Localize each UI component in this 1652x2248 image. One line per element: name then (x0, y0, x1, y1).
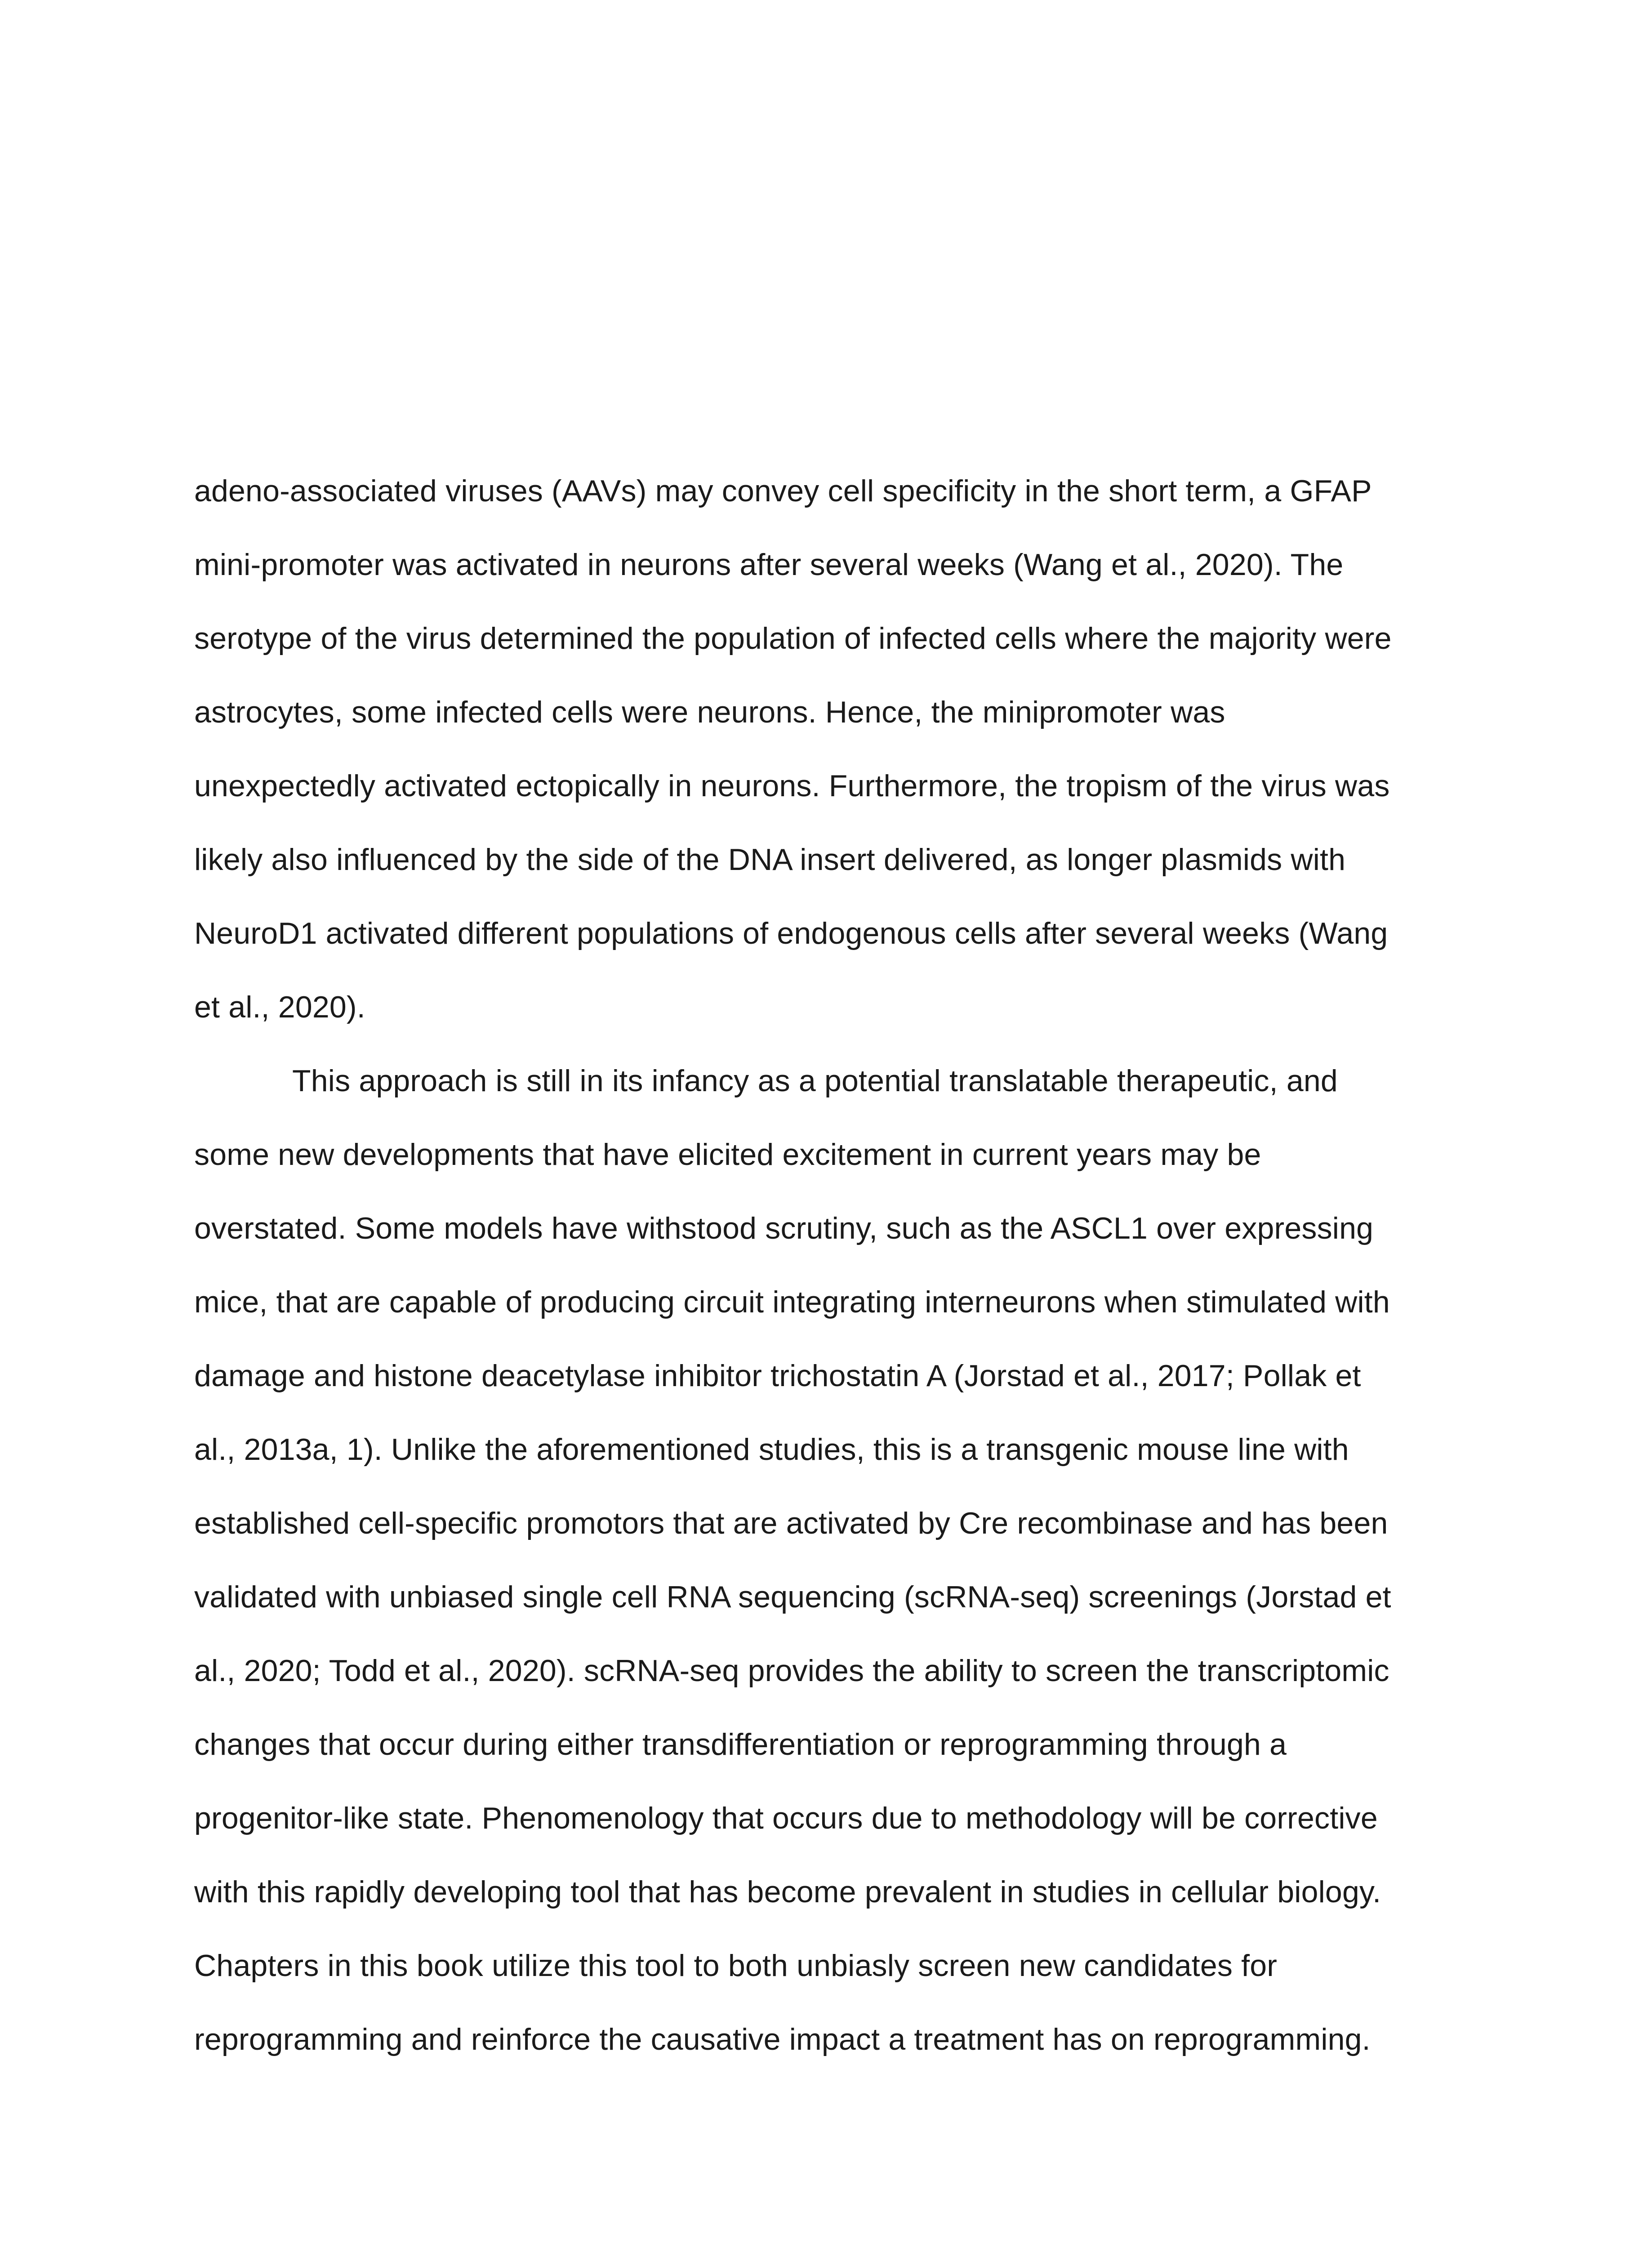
text-line: unexpectedly activated ectopically in neurons. Furthermore, the tropism of the virus was (194, 769, 1390, 803)
paragraph-1 (194, 454, 1466, 1044)
text-line: validated with unbiased single cell RNA sequencing (scRNA-seq) screenings (Jorstad et (194, 1580, 1391, 1614)
text-line: established cell-specific promotors that are activated by Cre recombinase and has been (194, 1506, 1388, 1540)
text-line: serotype of the virus determined the population of infected cells where the majority were (194, 621, 1392, 656)
text-line: mini-promoter was activated in neurons after several weeks (Wang et al., 2020). The (194, 548, 1344, 582)
text-line: al., 2013a, 1). Unlike the aforementioned studies, this is a transgenic mouse line with (194, 1432, 1349, 1467)
text-line: reprogramming and reinforce the causative impact a treatment has on reprogramming. (194, 2022, 1371, 2056)
text-line: damage and histone deacetylase inhibitor trichostatin A (Jorstad et al., 2017; Pollak et (194, 1359, 1361, 1393)
text-line: likely also influenced by the side of the DNA insert delivered, as longer plasmids with (194, 843, 1346, 877)
body-text (194, 454, 1466, 2076)
text-line: et al., 2020). (194, 990, 365, 1024)
text-line: with this rapidly developing tool that has become prevalent in studies in cellular biology. (194, 1875, 1381, 1909)
text-line: mice, that are capable of producing circuit integrating interneurons when stimulated with (194, 1285, 1390, 1319)
text-line: Chapters in this book utilize this tool to both unbiasly screen new candidates for (194, 1949, 1278, 1983)
text-line: adeno-associated viruses (AAVs) may convey cell specificity in the short term, a GFAP (194, 474, 1372, 508)
text-line: overstated. Some models have withstood scrutiny, such as the ASCL1 over expressing (194, 1211, 1374, 1245)
text-line: al., 2020; Todd et al., 2020). scRNA-seq provides the ability to screen the transcriptomic (194, 1654, 1389, 1688)
text-line: changes that occur during either transdifferentiation or reprogramming through a (194, 1727, 1287, 1762)
text-line: astrocytes, some infected cells were neurons. Hence, the minipromoter was (194, 695, 1225, 729)
text-line: NeuroD1 activated different populations of endogenous cells after several weeks (Wang (194, 916, 1388, 950)
text-line: some new developments that have elicited excitement in current years may be (194, 1137, 1261, 1172)
text-line: This approach is still in its infancy as a potential translatable therapeutic, and (292, 1064, 1338, 1098)
text-line: progenitor-like state. Phenomenology that occurs due to methodology will be corrective (194, 1801, 1378, 1835)
paragraph-2 (194, 1044, 1466, 2076)
